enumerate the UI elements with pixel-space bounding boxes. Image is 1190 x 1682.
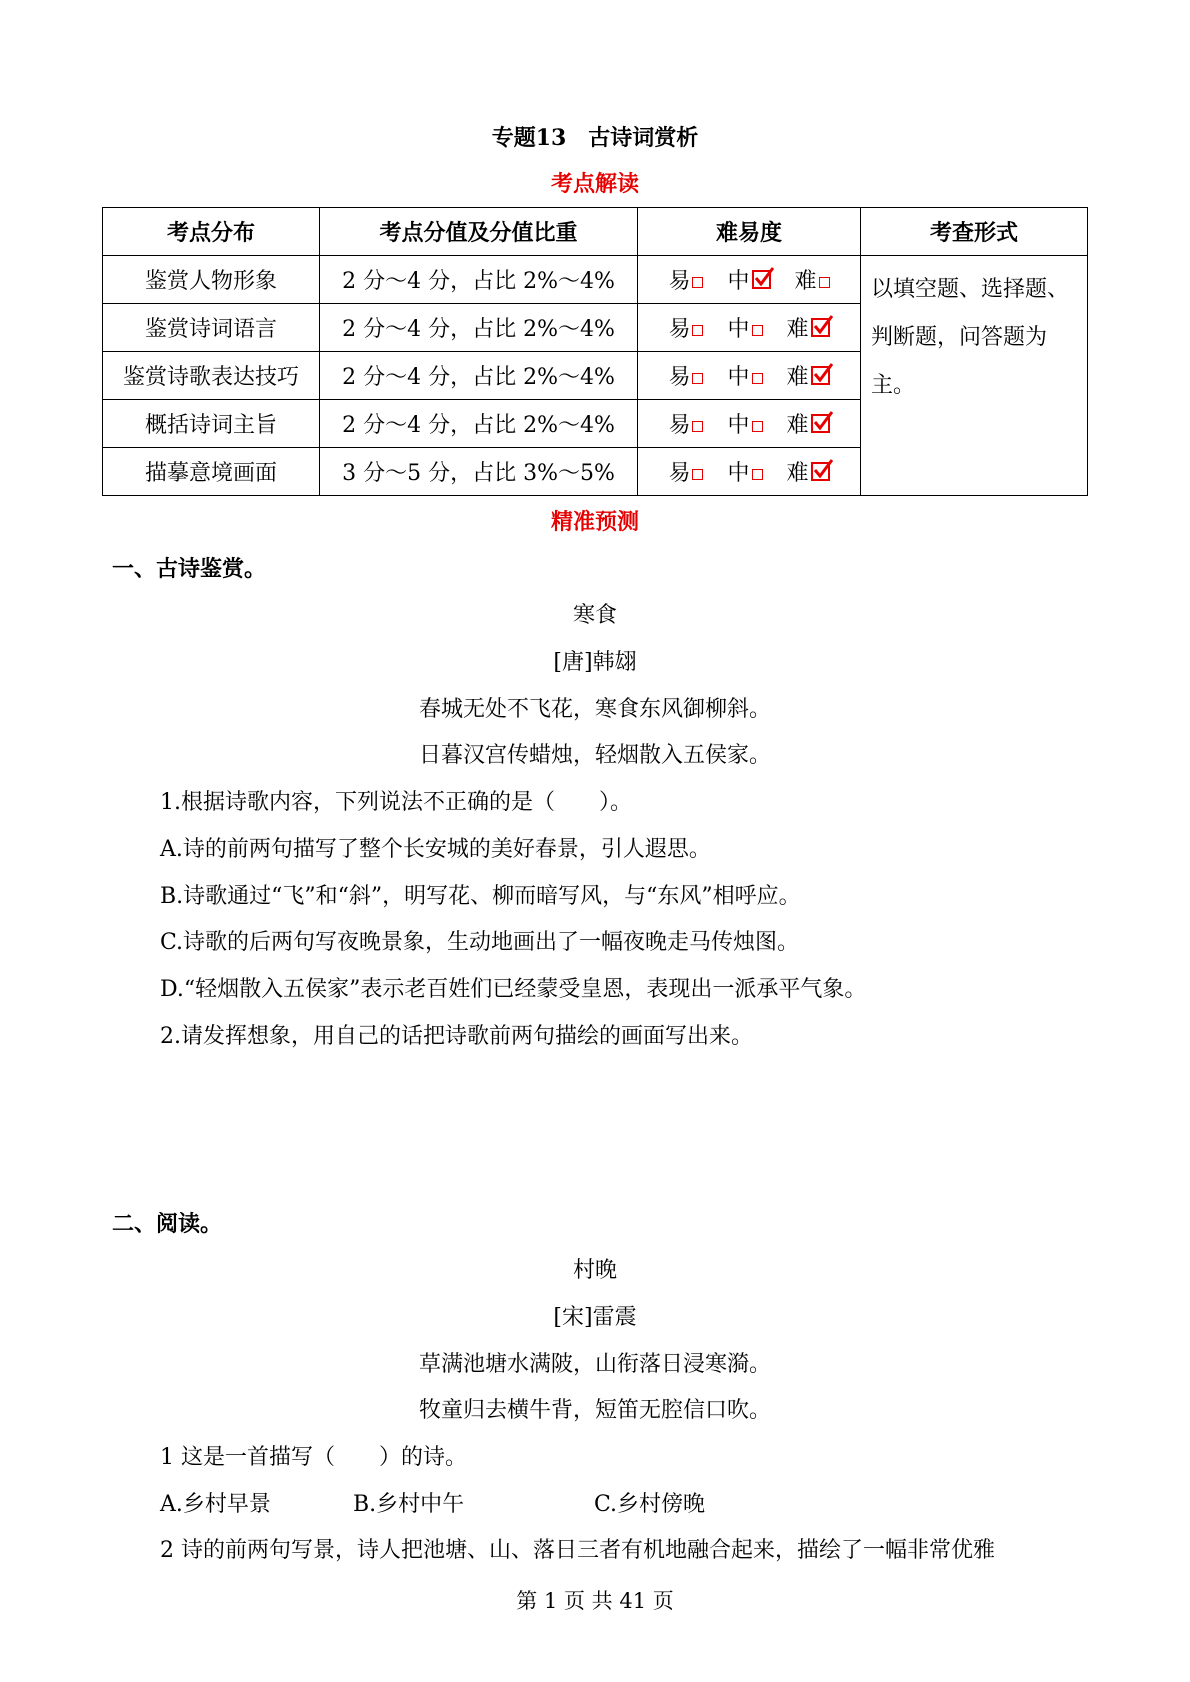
difficulty-cell: [638, 448, 861, 496]
difficulty-label: 易: [668, 317, 691, 342]
section-heading-poetry: 一、古诗鉴赏。: [112, 556, 267, 582]
difficulty-option: [787, 408, 830, 439]
question-1: 1 这是一首描写（ ）的诗。: [160, 1445, 467, 1470]
difficulty-option: [787, 456, 830, 487]
difficulty-option: [668, 408, 703, 439]
difficulty-option: [727, 264, 770, 295]
difficulty-option: [668, 360, 703, 391]
section-subtitle-prediction: 精准预测: [550, 509, 639, 535]
option-a: A.乡村早景: [160, 1492, 271, 1517]
poem-title: 村晚: [572, 1258, 617, 1283]
empty-box-icon: [692, 325, 703, 336]
question-2: 2 诗的前两句写景，诗人把池塘、山、落日三者有机地融合起来，描绘了一幅非常优雅: [160, 1538, 995, 1563]
difficulty-option: [668, 456, 703, 487]
table-header-cell: 考点分值及分值比重: [320, 208, 638, 256]
difficulty-cell: [638, 352, 861, 400]
difficulty-option: [727, 456, 762, 487]
difficulty-label: 难: [786, 365, 809, 390]
exam-form-cell: 以填空题、选择题、判断题，问答题为主。: [861, 256, 1088, 496]
table-header-cell: 难易度: [638, 208, 861, 256]
score-cell: 2 分～4 分，占比 2%～4%: [320, 400, 638, 448]
difficulty-option: [668, 312, 703, 343]
difficulty-label: 难: [794, 269, 817, 294]
score-cell: 2 分～4 分，占比 2%～4%: [320, 304, 638, 352]
empty-box-icon: [692, 421, 703, 432]
option-b: B.乡村中午: [353, 1492, 465, 1517]
difficulty-label: 难: [786, 317, 809, 342]
difficulty-option: [787, 360, 830, 391]
difficulty-label: 中: [727, 317, 750, 342]
difficulty-option: [727, 408, 762, 439]
poem-line: 春城无处不飞花，寒食东风御柳斜。: [418, 697, 771, 722]
option-d: D.“轻烟散入五侯家”表示老百姓们已经蒙受皇恩，表现出一派承平气象。: [160, 977, 867, 1002]
checked-box-icon: [811, 462, 830, 481]
difficulty-label: 易: [668, 461, 691, 486]
checked-box-icon: [752, 270, 771, 289]
topic-cell: 描摹意境画面: [103, 448, 320, 496]
table-header-row: [103, 208, 1088, 256]
option-c: C.乡村傍晚: [594, 1492, 706, 1517]
poem-author: [宋]雷震: [553, 1305, 637, 1330]
score-cell: 2 分～4 分，占比 2%～4%: [320, 352, 638, 400]
topic-cell: 鉴赏诗歌表达技巧: [103, 352, 320, 400]
poem-line: 日暮汉宫传蜡烛，轻烟散入五侯家。: [418, 743, 771, 768]
option-b: B.诗歌通过“飞”和“斜”，明写花、柳而暗写风，与“东风”相呼应。: [160, 884, 801, 909]
table-header-cell: 考查形式: [861, 208, 1088, 256]
empty-box-icon: [752, 469, 763, 480]
empty-box-icon: [752, 421, 763, 432]
checked-box-icon: [811, 366, 830, 385]
difficulty-option: [668, 264, 703, 295]
difficulty-cell: [638, 256, 861, 304]
topic-cell: 鉴赏诗词语言: [103, 304, 320, 352]
difficulty-label: 易: [668, 365, 691, 390]
difficulty-label: 中: [727, 365, 750, 390]
poem-line: 草满池塘水满陂，山衔落日浸寒漪。: [418, 1352, 771, 1377]
difficulty-option: [727, 312, 762, 343]
difficulty-option: [795, 264, 830, 295]
empty-box-icon: [692, 277, 703, 288]
question-2: 2.请发挥想象，用自己的话把诗歌前两句描绘的画面写出来。: [160, 1024, 753, 1049]
poem-author: [唐]韩翃: [553, 650, 637, 675]
score-cell: 3 分～5 分，占比 3%～5%: [320, 448, 638, 496]
empty-box-icon: [752, 325, 763, 336]
difficulty-label: 难: [786, 413, 809, 438]
option-c: C.诗歌的后两句写夜晚景象，生动地画出了一幅夜晚走马传烛图。: [160, 930, 800, 955]
section-heading-reading: 二、阅读。: [112, 1211, 223, 1237]
difficulty-label: 中: [727, 413, 750, 438]
checked-box-icon: [811, 318, 830, 337]
difficulty-label: 易: [668, 269, 691, 294]
checked-box-icon: [811, 414, 830, 433]
difficulty-label: 难: [786, 461, 809, 486]
score-cell: 2 分～4 分，占比 2%～4%: [320, 256, 638, 304]
difficulty-label: 中: [727, 269, 750, 294]
difficulty-option: [787, 312, 830, 343]
empty-box-icon: [692, 469, 703, 480]
difficulty-label: 易: [668, 413, 691, 438]
question-1: 1.根据诗歌内容，下列说法不正确的是（ ）。: [160, 790, 632, 815]
poem-line: 牧童归去横牛背，短笛无腔信口吹。: [418, 1398, 771, 1423]
table-header-cell: 考点分布: [103, 208, 320, 256]
page-title: 专题13 古诗词赏析: [491, 125, 699, 151]
difficulty-cell: [638, 400, 861, 448]
topic-cell: 概括诗词主旨: [103, 400, 320, 448]
empty-box-icon: [819, 277, 830, 288]
empty-box-icon: [692, 373, 703, 384]
difficulty-option: [727, 360, 762, 391]
option-a: A.诗的前两句描写了整个长安城的美好春景，引人遐思。: [160, 837, 711, 862]
table-row: [103, 256, 1088, 304]
topic-cell: 鉴赏人物形象: [103, 256, 320, 304]
page-footer: 第 1 页 共 41 页: [516, 1589, 674, 1613]
difficulty-label: 中: [727, 461, 750, 486]
exam-points-table: [102, 207, 1088, 496]
difficulty-cell: [638, 304, 861, 352]
empty-box-icon: [752, 373, 763, 384]
section-subtitle-exam-points: 考点解读: [550, 171, 639, 197]
poem-title: 寒食: [572, 603, 617, 628]
